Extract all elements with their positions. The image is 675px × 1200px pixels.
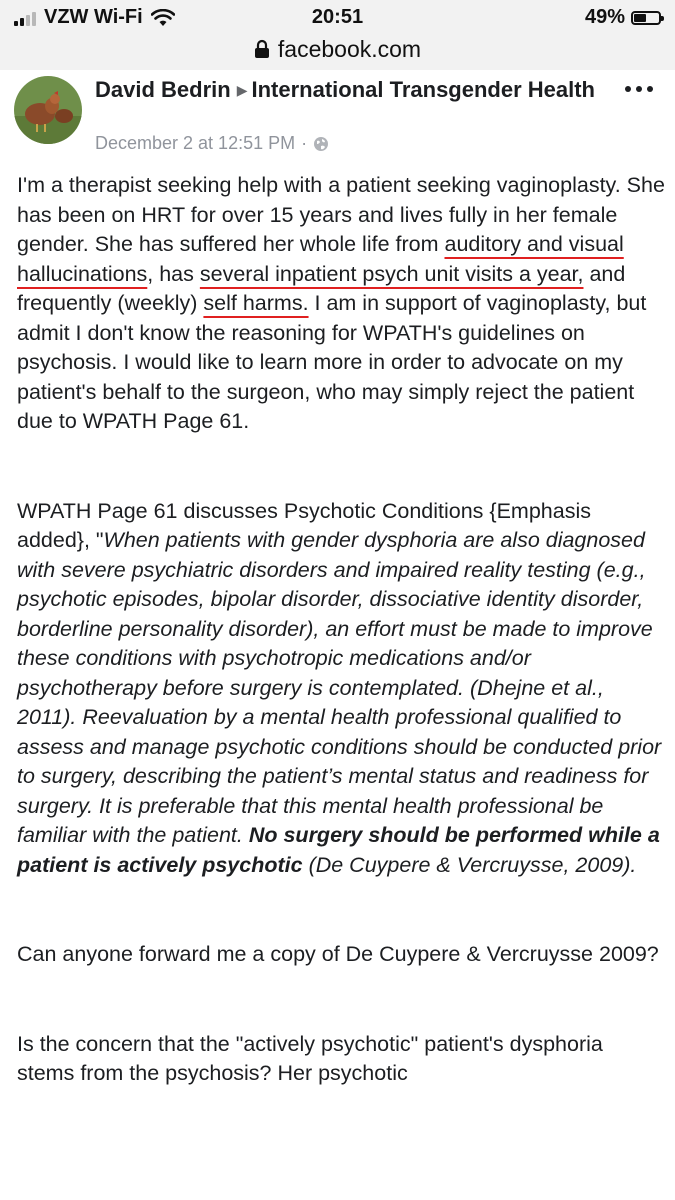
url-domain[interactable]: facebook.com <box>277 35 422 62</box>
lock-icon <box>254 39 270 59</box>
para2-quote-citation: (De Cuypere & Vercruysse, 2009). <box>302 852 637 877</box>
post-paragraph-3: Can anyone forward me a copy of De Cuypere & Vercruysse 2009? <box>17 942 659 966</box>
post-paragraph-1 <box>17 171 665 437</box>
author-name[interactable]: David Bedrin <box>95 77 231 102</box>
post-body <box>17 171 665 1089</box>
para1-text-1: I'm a therapist seeking help with a patient seeking vaginoplasty. She has been on HRT for over 15 years and lives fully in her female gender. She has suffered her whole life from <box>17 173 665 256</box>
status-right <box>585 6 661 29</box>
group-name[interactable]: International Transgender Health <box>251 77 595 102</box>
para1-text-4: I am in support of vaginoplasty, but admit I don't know the reasoning for WPATH's guidelines on psychosis. I would like to learn more in order to advocate on my patient's behalf to the surgeon, who may simply reject the patient due to WPATH Page 61. <box>17 291 647 433</box>
underlined-psych-visits: several inpatient psych unit visits a year, <box>199 261 584 286</box>
url-bar[interactable] <box>0 32 675 66</box>
post-meta <box>95 133 329 154</box>
carrier-label: VZW Wi-Fi <box>44 6 143 28</box>
underlined-self-harms: self harms. <box>203 291 309 315</box>
underlined-hallucinations: auditory and visual hallucinations <box>17 232 624 286</box>
battery-fill <box>634 14 646 22</box>
post-paragraph-2 <box>17 497 665 881</box>
post-paragraph-4: Is the concern that the "actively psychotic" patient's dysphoria stems from the psychosis? Her psychotic <box>17 1031 603 1085</box>
status-bar <box>0 0 675 36</box>
para2-text-1: WPATH Page 61 discusses Psychotic Conditions {Emphasis added}, " <box>17 498 591 552</box>
meta-separator: · <box>301 133 308 153</box>
avatar[interactable] <box>14 76 82 144</box>
more-options-icon[interactable] <box>625 86 653 92</box>
para2-quote-bold-italic: No surgery should be performed while a patient is actively psychotic <box>17 823 660 877</box>
para1-text-2: , has <box>147 261 200 286</box>
caret-right-icon: ▶ <box>236 82 248 98</box>
status-time: 20:51 <box>311 6 364 28</box>
post-header <box>95 76 605 104</box>
para1-text-3: and frequently (weekly) <box>17 261 626 315</box>
globe-icon <box>313 136 329 152</box>
para2-quote-italic: When patients with gender dysphoria are also diagnosed with severe psychiatric disorders and impaired reality testing (e.g., psychotic episodes, bipolar disorder, dissociative identity disorder, borderline personality disorder), an effort must be made to improve these conditions with psychotropic medications and/or psychotherapy before surgery is contemplated. (Dhejne et al., 2011). Reevaluation by a mental health professional qualified to assess and manage psychotic conditions should be conducted prior to surgery, describing the patient’s mental status and readiness for surgery. It is preferable that this mental health professional be familiar with the patient. <box>17 528 662 847</box>
post-card <box>0 70 675 1200</box>
battery-percent: 49% <box>584 6 625 28</box>
battery-icon <box>631 11 661 25</box>
post-timestamp[interactable]: December 2 at 12:51 PM <box>95 133 296 153</box>
avatar-chicken-image <box>14 76 82 144</box>
